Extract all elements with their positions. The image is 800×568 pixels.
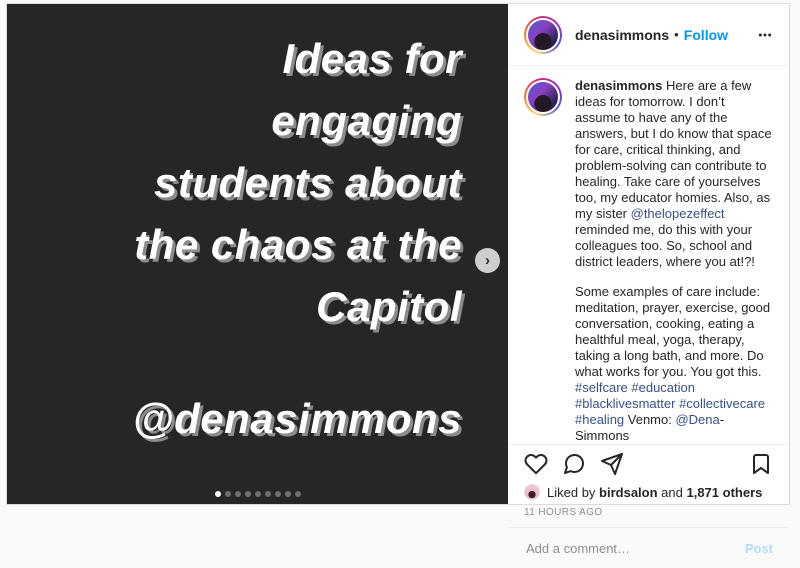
liked-by-conjunction: and bbox=[657, 484, 687, 500]
liked-by-prefix: Liked by bbox=[547, 484, 600, 500]
post-image bbox=[7, 4, 508, 504]
actions-section bbox=[508, 444, 789, 527]
share-icon bbox=[600, 452, 624, 476]
header-separator: • bbox=[674, 27, 679, 42]
liker-username[interactable]: birdsalon bbox=[599, 484, 658, 500]
follow-button[interactable]: Follow bbox=[683, 26, 729, 43]
caption-avatar-photo bbox=[526, 80, 560, 114]
more-options-icon bbox=[757, 27, 773, 43]
caption-text: denasimmons Here are a few ideas for tomorrow. I don’t assume to have any of the answers, but I do know that space for care, critical thinking, and problem-solving can contribute to healing. Take care of yourselves too, my educator homies. Also, as my sister @thelopezeffect reminded me, do this with your colleagues too. So, school and district leaders, where you at!?! Some examples of care include: meditation, prayer, exercise, good conversation, cooking, eating a healthful meal, yoga, therapy, taking a long bath, and more. Do what works for you. You got this. #selfcare #education #blacklivesmatter #collectivecare #healing Venmo: @Dena-Simmons bbox=[575, 78, 772, 443]
liked-by-row bbox=[524, 484, 773, 500]
add-comment-section bbox=[508, 527, 789, 568]
avatar[interactable] bbox=[524, 16, 562, 54]
carousel-dot bbox=[235, 491, 241, 497]
share-button[interactable] bbox=[600, 452, 624, 476]
post-detail-panel bbox=[508, 4, 789, 556]
carousel-dot bbox=[295, 491, 301, 497]
post-card bbox=[6, 3, 790, 556]
timestamp: 11 HOURS AGO bbox=[524, 507, 603, 518]
post-header bbox=[508, 4, 789, 66]
caption-avatar[interactable] bbox=[524, 78, 562, 116]
avatar-photo bbox=[526, 18, 560, 52]
post-comment-button[interactable]: Post bbox=[744, 540, 773, 556]
mention-link[interactable]: @thelopezeffect bbox=[630, 206, 725, 221]
comment-input[interactable] bbox=[524, 540, 737, 557]
chevron-right-icon: › bbox=[485, 252, 490, 269]
carousel-dot bbox=[225, 491, 231, 497]
carousel-dot bbox=[245, 491, 251, 497]
like-button[interactable] bbox=[524, 452, 548, 476]
bookmark-icon bbox=[749, 452, 773, 476]
action-bar bbox=[524, 452, 773, 476]
hashtag-link[interactable]: #education bbox=[631, 380, 695, 395]
image-title-text: Ideas for engaging students about the chaos at the Capitol bbox=[134, 35, 462, 330]
carousel-next-button[interactable] bbox=[475, 248, 500, 273]
carousel-dot bbox=[285, 491, 291, 497]
comment-button[interactable] bbox=[562, 452, 586, 476]
caption-section bbox=[508, 66, 789, 444]
mention-link[interactable]: @Dena bbox=[675, 412, 720, 427]
image-handle-text: @denasimmons bbox=[132, 395, 462, 442]
carousel-dot bbox=[215, 491, 221, 497]
carousel-dot bbox=[275, 491, 281, 497]
more-options-button[interactable] bbox=[757, 27, 773, 43]
carousel-dots bbox=[7, 491, 508, 497]
heart-icon bbox=[524, 452, 548, 476]
save-button[interactable] bbox=[749, 452, 773, 476]
likes-count[interactable]: 1,871 others bbox=[686, 484, 763, 500]
carousel-dot bbox=[255, 491, 261, 497]
hashtag-link[interactable]: #collectivecare bbox=[679, 396, 766, 411]
header-username[interactable]: denasimmons bbox=[575, 26, 670, 43]
hashtag-link[interactable]: #healing bbox=[575, 412, 625, 427]
hashtag-link[interactable]: #selfcare bbox=[575, 380, 628, 395]
hashtag-link[interactable]: #blacklivesmatter bbox=[575, 396, 676, 411]
liker-avatar[interactable] bbox=[524, 484, 540, 500]
comment-icon bbox=[562, 452, 586, 476]
caption-username[interactable]: denasimmons bbox=[575, 78, 663, 93]
carousel-dot bbox=[265, 491, 271, 497]
